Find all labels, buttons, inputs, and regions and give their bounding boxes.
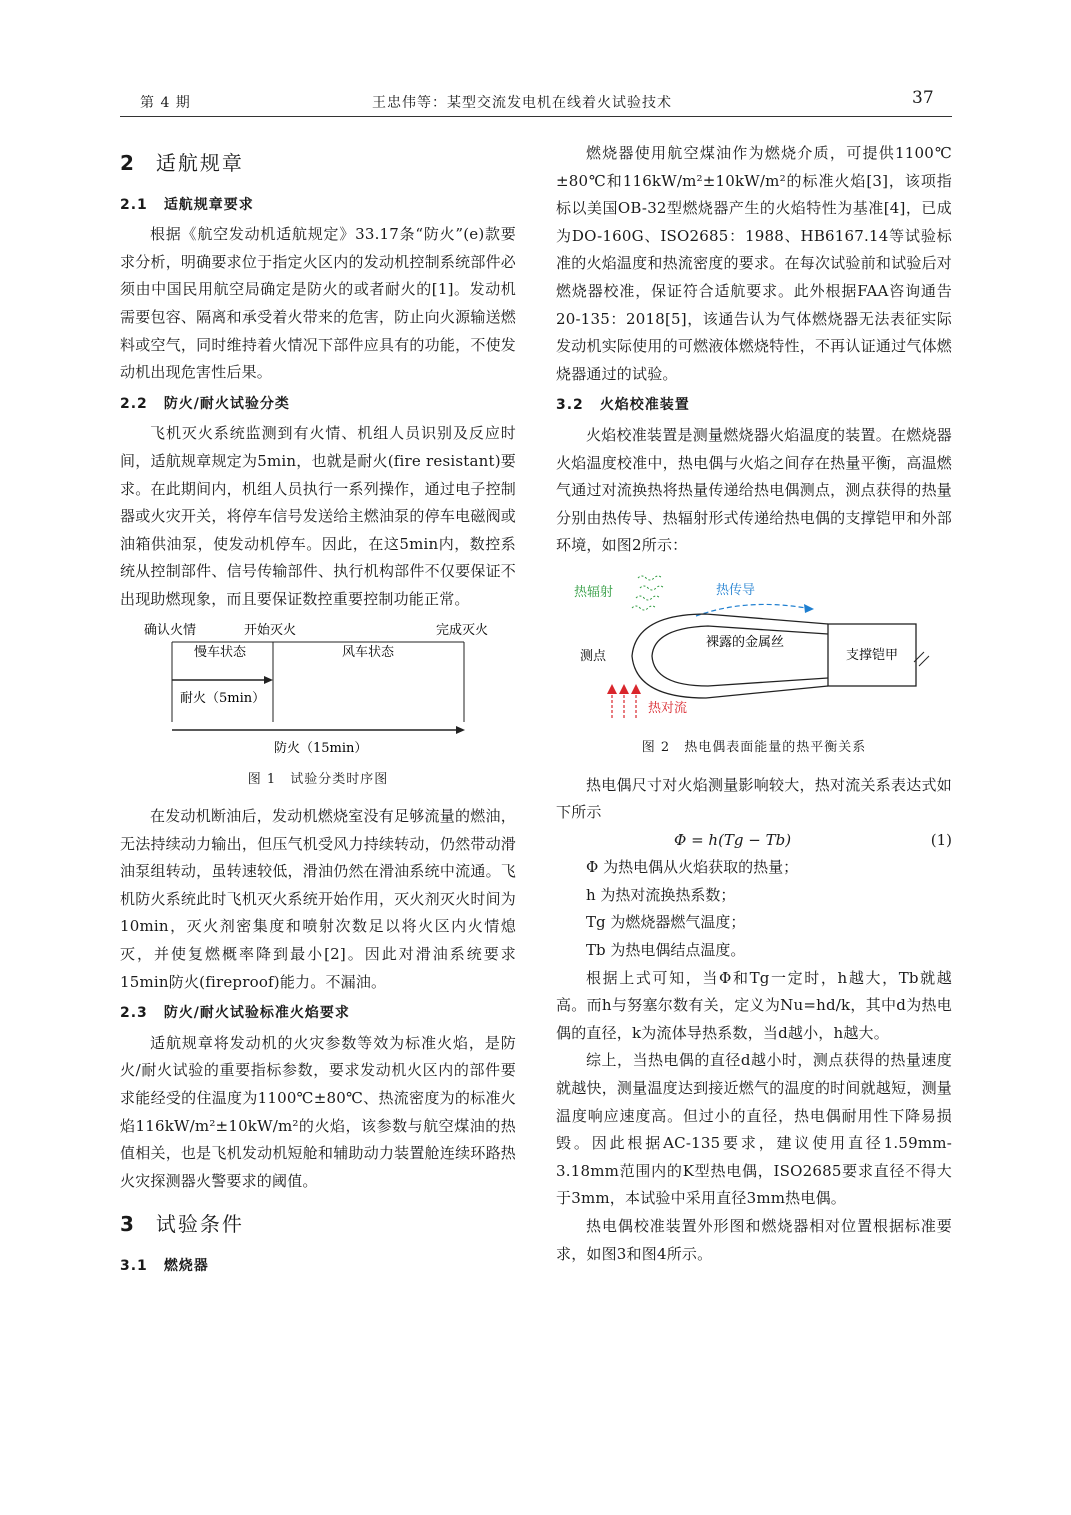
section-title: 适航规章 [155, 151, 244, 175]
fig1-label-confirm: 确认火情 [144, 622, 197, 638]
paragraph-2-2: 飞机灭火系统监测到有火情、机组人员识别及反应时间，适航规章规定为5min，也就是耐火(fire resistant)要求。在此期间内，机组人员执行一系列操作，通过电子控制器或火灾开关，将停车信号发送给主燃油泵的停车电磁阀或油箱供油泵，使发动机停车。因此，在这5min内，数控系统从控制部件、信号传输部件、执行机构部件不仅要保证不出现助燃现象，而且要保证数控重要控制功能正常。 [120, 424, 516, 608]
definition-phi: Φ 为热电偶从火焰获取的热量； [586, 858, 799, 877]
paragraph-3-2d: 综上，当热电偶的直径d越小时，测点获得的热量速度就越快，测量温度达到接近燃气的温度的时间就越短，测量温度响应速度高。但过小的直径，热电偶耐用性下降易损毁。因此根据AC-135要求，建议使用直径1.59mm-3.18mm范围内的K型热电偶，ISO2685要求直径不得大于3mm，本试验中采用直径3mm热电偶。 [556, 1051, 952, 1208]
section-2-heading [120, 150, 516, 178]
fig1-label-wind: 风车状态 [342, 644, 395, 660]
fig1-label-done: 完成灭火 [436, 622, 489, 638]
section-number: 2 [120, 151, 136, 175]
definition-h: h 为热对流换热系数； [586, 885, 736, 904]
fig2-radiation-waves [632, 576, 664, 610]
fig1-label-slow: 慢车状态 [194, 644, 247, 660]
journal-issue: 第 4 期 [140, 95, 191, 111]
fig2-label-wire: 裸露的金属丝 [706, 634, 785, 650]
figure-1-caption: 图 1 试验分类时序图 [247, 771, 389, 787]
paragraph-2-2b: 在发动机断油后，发动机燃烧室没有足够流量的燃油，无法持续动力输出，但压气机受风力持续转动，仍然带动滑油泵组转动，虽转速较低，滑油仍然在滑油系统中流通。飞机防火系统此时飞机灭火系统开始作用，灭火剂灭火时间为10min，灭火剂密集度和喷射次数足以将火区内火情熄灭，并使复燃概率降到最小[2]。因此对滑油系统要求15min防火(fireproof)能力。不漏油。 [120, 807, 516, 991]
section-title: 试验条件 [155, 1212, 244, 1237]
paragraph-3-2b: 热电偶尺寸对火焰测量影响较大，热对流关系表达式如下所示 [556, 775, 952, 822]
fig2-label-armor: 支撑铠甲 [846, 647, 899, 663]
fig1-proof-arrowhead [456, 726, 465, 734]
fig2-label-convection: 热对流 [648, 700, 688, 716]
paragraph-2-1: 根据《航空发动机适航规定》33.17条“防火”(e)款要求分析，明确要求位于指定火区内的发动机控制系统部件必须由中国民用航空局确定是防火的或者耐火的[1]。发动机需要包容、隔离和承受着火带来的危害，防止向火源输送燃料或空气，同时维持着火情况下部件应具有的功能，不使发动机出现危害性后果。 [120, 225, 516, 382]
paragraph-3-1: 燃烧器使用航空煤油作为燃烧介质，可提供1100℃±80℃和116kW/m²±10kW/m²的标准火焰[3]，该项指标以美国OB-32型燃烧器产生的火焰特性为基准[4]，已成为DO-160G、ISO2685：1988、HB6167.14等试验标准的火焰温度和热流密度的要求。在每次试验前和试验后对燃烧器校准，保证符合适航要求。此外根据FAA咨询通告20-135：2018[5]，该通告认为气体燃烧器无法表征实际发动机实际使用的可燃液体燃烧特性，不再认证通过气体燃烧器通过的试验。 [556, 144, 952, 383]
fig1-label-start: 开始灭火 [244, 622, 297, 638]
section-number: 3.2 [556, 397, 584, 414]
header-rule [120, 116, 952, 117]
section-title: 防火/耐火试验分类 [163, 395, 290, 412]
section-number: 3 [120, 1212, 136, 1237]
running-title: 王忠伟等：某型交流发电机在线着火试验技术 [372, 95, 672, 111]
fig2-thermocouple-outer [632, 614, 828, 698]
fig2-convection-arrows [612, 692, 636, 718]
section-number: 3.1 [120, 1258, 148, 1274]
fig2-label-conduction: 热传导 [716, 582, 756, 598]
section-2-2-heading [120, 391, 516, 419]
figure-2-heat-balance [556, 566, 952, 726]
fig1-resist-arrowhead [264, 676, 273, 684]
paragraph-3-2c: 根据上式可知，当Φ和Tg一定时，h越大，Tb就越高。而h与努塞尔数有关，定义为Nu=hd/k，其中d为热电偶的直径，k为流体导热系数，当d越小，h越大。 [556, 968, 952, 1042]
fig1-label-resist: 耐火（5min） [180, 690, 266, 706]
section-2-3-heading [120, 1000, 516, 1028]
section-3-1-heading [120, 1253, 516, 1281]
right-column [556, 140, 952, 1268]
fig2-label-point: 测点 [580, 648, 607, 664]
figure-2-caption: 图 2 热电偶表面能量的热平衡关系 [641, 739, 867, 755]
equation-body: Φ = h(Tg − Tb) [674, 830, 792, 849]
definition-tb: Tb 为热电偶结点温度。 [586, 941, 746, 960]
section-number: 2.2 [120, 395, 148, 412]
equation-1 [556, 827, 952, 855]
equation-number: (1) [930, 830, 952, 849]
section-number: 2.3 [120, 1005, 148, 1022]
section-title: 燃烧器 [163, 1258, 209, 1274]
section-title: 防火/耐火试验标准火焰要求 [163, 1005, 350, 1022]
paragraph-2-3: 适航规章将发动机的火灾参数等效为标准火焰，是防火/耐火试验的重要指标参数，要求发动机火区内的部件要求能经受的住温度为1100℃±80℃、热流密度为的标准火焰116kW/m²±10kW/m²的火焰，该参数与航空煤油的热值相关，也是飞机发动机短舱和辅助动力装置舱连续环路热火灾探测器火警要求的阈值。 [120, 1033, 516, 1190]
paragraph-3-2: 火焰校准装置是测量燃烧器火焰温度的装置。在燃烧器火焰温度校准中，热电偶与火焰之间存在热量平衡，高温燃气通过对流换热将热量传递给热电偶测点，测点获得的热量分别由热传导、热辐射形式传递给热电偶的支撑铠甲和外部环境，如图2所示： [556, 425, 952, 555]
section-2-1-heading [120, 192, 516, 220]
section-number: 2.1 [120, 196, 148, 213]
definition-tg: Tg 为燃烧器燃气温度； [586, 913, 746, 932]
page-number: 37 [912, 88, 934, 108]
section-title: 适航规章要求 [163, 196, 254, 213]
fig2-convection-arrowheads [607, 684, 641, 694]
section-title: 火焰校准装置 [599, 397, 690, 414]
fig2-label-radiation: 热辐射 [574, 584, 614, 600]
section-3-2-heading [556, 392, 952, 420]
left-column [120, 140, 516, 1283]
fig2-conduction-arrowhead [804, 604, 814, 613]
paragraph-3-2e: 热电偶校准装置外形图和燃烧器相对位置根据标准要求，如图3和图4所示。 [556, 1217, 952, 1263]
fig1-label-proof: 防火（15min） [274, 740, 368, 756]
section-3-heading [120, 1211, 516, 1239]
figure-1-timing-diagram [120, 620, 516, 758]
